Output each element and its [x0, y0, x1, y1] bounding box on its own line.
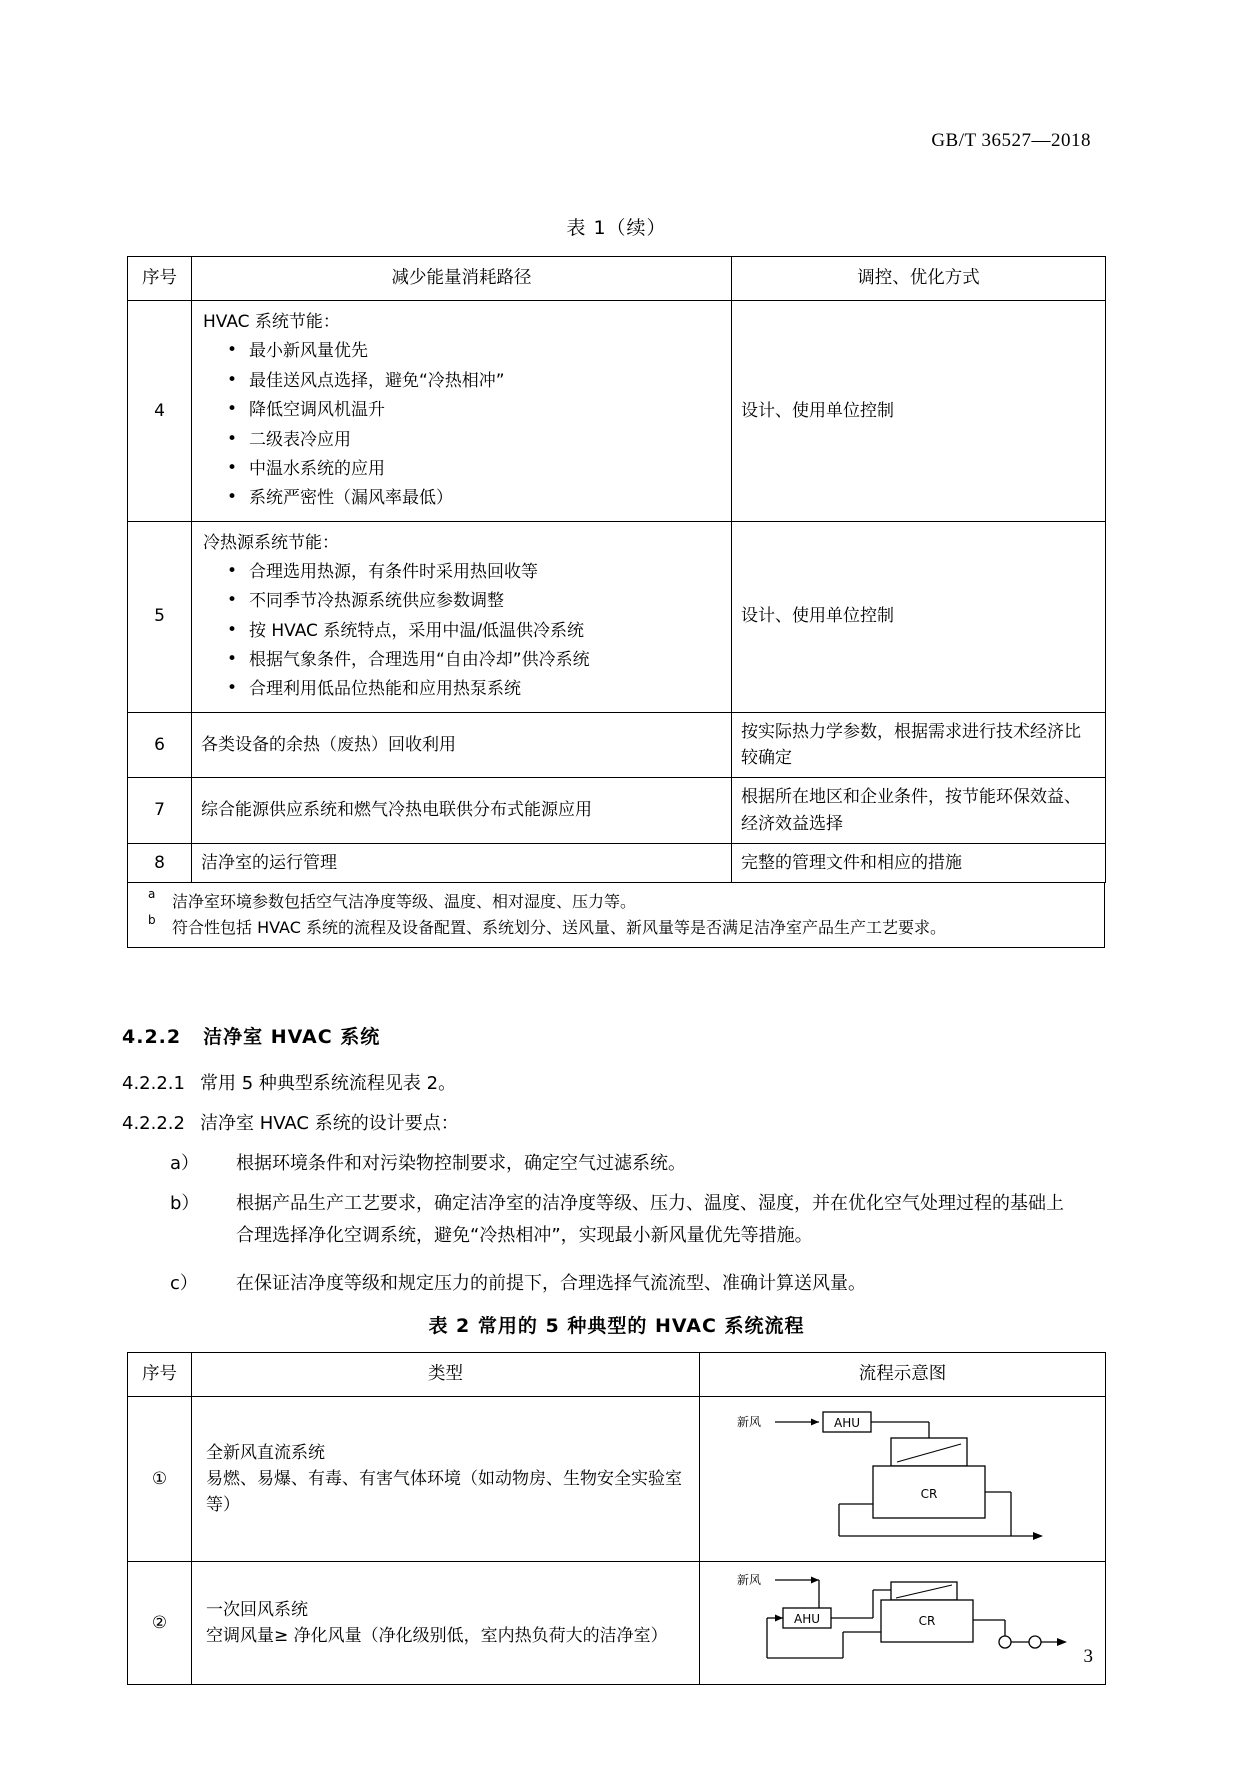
svg-text:新风: 新风: [736, 1573, 761, 1588]
flow-diagram-svg: [723, 1568, 1083, 1678]
row-no: 4: [128, 301, 192, 521]
table-row: [128, 1562, 1106, 1685]
row-path: [192, 521, 732, 712]
list-item-label: b）: [170, 1193, 200, 1214]
table2-header-diagram: 流程示意图: [700, 1353, 1106, 1397]
list-item: • 系统严密性（漏风率最低）: [223, 485, 722, 511]
row-path: [192, 301, 732, 521]
table1-footnotes: [127, 883, 1105, 948]
row-type: [192, 1397, 700, 1562]
page-number: 3: [1083, 1646, 1093, 1667]
list-item-b: [170, 1188, 1070, 1252]
list-item: • 降低空调风机温升: [223, 397, 722, 423]
row-path-title: 洁净室的运行管理: [192, 843, 732, 882]
table-row: [128, 712, 1106, 778]
svg-text:CR: CR: [920, 1487, 937, 1502]
list-item: • 合理选用热源，有条件时采用热回收等: [223, 559, 722, 585]
table1-caption: 表 1（续）: [566, 217, 667, 239]
list-item: • 二级表冷应用: [223, 427, 722, 453]
row-no: ①: [128, 1397, 192, 1562]
svg-text:AHU: AHU: [793, 1612, 820, 1627]
row-no: 6: [128, 712, 192, 778]
row-path-title: 各类设备的余热（废热）回收利用: [192, 712, 732, 778]
section-title: 洁净室 HVAC 系统: [203, 1026, 381, 1048]
footnote-text: 洁净室环境参数包括空气洁净度等级、温度、相对湿度、压力等。: [172, 892, 637, 911]
row-path-title: 综合能源供应系统和燃气冷热电联供分布式能源应用: [192, 778, 732, 844]
footnote-mark: b: [148, 912, 156, 927]
footnote-text: 符合性包括 HVAC 系统的流程及设备配置、系统划分、送风量、新风量等是否满足洁净室产品生产工艺要求。: [172, 917, 946, 937]
list-item-label: a）: [170, 1153, 200, 1174]
row-method: 设计、使用单位控制: [732, 301, 1106, 521]
row-path-title: HVAC 系统节能：: [203, 312, 340, 333]
footnote: [138, 889, 1094, 915]
flow-diagram-once-through: [709, 1404, 1096, 1554]
row-path-title: 冷热源系统节能：: [203, 532, 339, 553]
row-type-line2: 空调风量≥ 净化风量（净化级别低，室内热负荷大的洁净室）: [206, 1626, 668, 1647]
list-item-text: 在保证洁净度等级和规定压力的前提下，合理选择气流流型、准确计算送风量。: [236, 1273, 866, 1294]
svg-text:CR: CR: [918, 1614, 935, 1629]
list-item: • 不同季节冷热源系统供应参数调整: [223, 588, 722, 614]
table-row: [128, 778, 1106, 844]
row-method: 根据所在地区和企业条件，按节能环保效益、经济效益选择: [732, 778, 1106, 844]
list-item: • 根据气象条件，合理选用“自由冷却”供冷系统: [223, 647, 722, 673]
row-no: 8: [128, 843, 192, 882]
table1-header-no: 序号: [128, 257, 192, 301]
row-method: 按实际热力学参数，根据需求进行技术经济比较确定: [732, 712, 1106, 778]
table1-header-method: 调控、优化方式: [732, 257, 1106, 301]
list-item-text: 根据环境条件和对污染物控制要求，确定空气过滤系统。: [236, 1153, 686, 1174]
flow-diagram-svg: [723, 1404, 1083, 1554]
table-row: [128, 301, 1106, 521]
row-method: 完整的管理文件和相应的措施: [732, 843, 1106, 882]
row-type: [192, 1562, 700, 1685]
table2-header-no: 序号: [128, 1353, 192, 1397]
row-method: 设计、使用单位控制: [732, 521, 1106, 712]
footnote: [138, 912, 1094, 941]
list-item: • 最小新风量优先: [223, 338, 722, 364]
row-no: 7: [128, 778, 192, 844]
list-item: • 中温水系统的应用: [223, 456, 722, 482]
svg-text:新风: 新风: [736, 1415, 761, 1430]
table2-caption: 表 2 常用的 5 种典型的 HVAC 系统流程: [428, 1315, 805, 1337]
row-bullet-list: [201, 338, 722, 511]
table-hvac-flows: [127, 1352, 1106, 1685]
row-diagram: [700, 1397, 1106, 1562]
svg-text:AHU: AHU: [833, 1416, 860, 1431]
table2-header-type: 类型: [192, 1353, 700, 1397]
section-number: 4.2.2: [122, 1026, 182, 1048]
list-item-c: [170, 1268, 1070, 1300]
section-heading: [122, 1022, 380, 1049]
table-row: [128, 843, 1106, 882]
row-bullet-list: [201, 559, 722, 703]
list-item: • 合理利用低品位热能和应用热泵系统: [223, 676, 722, 702]
table-energy-paths: [127, 256, 1106, 883]
row-no: ②: [128, 1562, 192, 1685]
table-row: [128, 257, 1106, 301]
row-no: 5: [128, 521, 192, 712]
table-row: [128, 521, 1106, 712]
paragraph-number: 4.2.2.2: [122, 1113, 185, 1134]
table-row: [128, 1397, 1106, 1562]
table-row: [128, 1353, 1106, 1397]
table1-header-path: 减少能量消耗路径: [192, 257, 732, 301]
paragraph-text: 常用 5 种典型系统流程见表 2。: [200, 1073, 457, 1094]
list-item: • 最佳送风点选择，避免“冷热相冲”: [223, 368, 722, 394]
footnote-mark: a: [148, 887, 156, 901]
list-item-label: c）: [170, 1273, 198, 1294]
paragraph-4221: [122, 1068, 456, 1100]
flow-diagram-single-return: [709, 1568, 1096, 1678]
row-type-line1: 一次回风系统: [206, 1599, 308, 1620]
page-header-standard-code: GB/T 36527—2018: [931, 130, 1091, 151]
row-diagram: [700, 1562, 1106, 1685]
paragraph-number: 4.2.2.1: [122, 1073, 185, 1094]
list-item-a: [170, 1148, 1070, 1180]
list-item-text: 根据产品生产工艺要求，确定洁净室的洁净度等级、压力、温度、湿度，并在优化空气处理过程的基础上合理选择净化空调系统，避免“冷热相冲”，实现最小新风量优先等措施。: [236, 1193, 1064, 1247]
paragraph-text: 洁净室 HVAC 系统的设计要点：: [200, 1113, 459, 1134]
paragraph-4222: [122, 1108, 459, 1140]
list-item: • 按 HVAC 系统特点，采用中温/低温供冷系统: [223, 618, 722, 644]
row-type-line1: 全新风直流系统: [206, 1442, 325, 1463]
row-type-line2: 易燃、易爆、有毒、有害气体环境（如动物房、生物安全实验室等）: [206, 1468, 682, 1516]
